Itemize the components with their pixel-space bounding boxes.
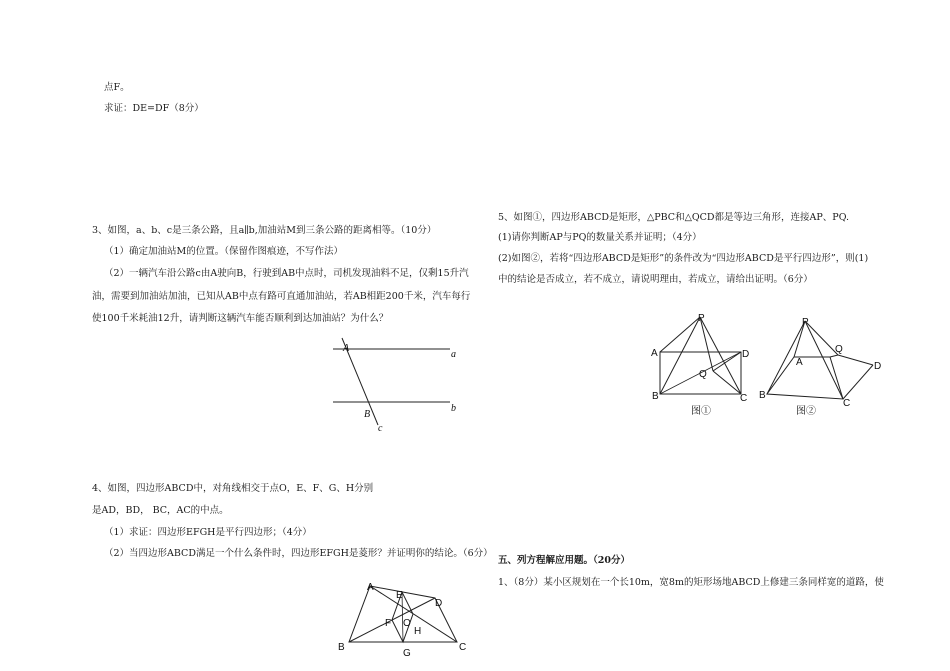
label-A: A <box>343 343 350 354</box>
label-H: H <box>414 626 422 637</box>
label-B: B <box>652 391 659 402</box>
q5-part2-line1: (2)如图②，若将“四边形ABCD是矩形”的条件改为“四边形ABCD是平行四边形”，则(1) <box>498 253 869 264</box>
label-D: D <box>874 361 882 372</box>
q4-part2: （2）当四边形ABCD满足一个什么条件时，四边形EFGH是菱形？并证明你的结论。（6分） <box>104 548 493 559</box>
section5-heading: 五、列方程解应用题。（20分） <box>498 555 630 566</box>
q3-stem: 3、如图，a、b、c是三条公路，且a∥b,加油站M到三条公路的距离相等。（10分） <box>92 225 437 236</box>
q5-figure-2 <box>758 313 888 421</box>
label-Q: Q <box>699 369 707 380</box>
label-A: A <box>367 582 374 593</box>
q5-stem: 5、如图①，四边形ABCD是矩形，△PBC和△QCD都是等边三角形，连接AP、PQ. <box>498 212 850 223</box>
label-c: c <box>378 423 383 434</box>
q3-part1: （1）确定加油站M的位置。（保留作图痕迹，不写作法） <box>104 246 344 257</box>
figure-caption: 图① <box>691 406 711 417</box>
figure-caption: 图② <box>796 406 816 417</box>
label-P: P <box>698 313 705 324</box>
q5-part1: (1)请你判断AP与PQ的数量关系并证明；（4分） <box>498 232 702 243</box>
label-A: A <box>651 348 658 359</box>
label-P: P <box>802 317 809 328</box>
q5-part2-line2: 中的结论是否成立，若不成立，请说明理由，若成立，请给出证明。（6分） <box>498 274 813 285</box>
label-D: D <box>742 349 750 360</box>
label-C: C <box>459 642 467 653</box>
label-G: G <box>403 648 411 659</box>
q5-figure-1 <box>650 313 760 421</box>
q4-part1: （1）求证：四边形EFGH是平行四边形；（4分） <box>104 527 312 538</box>
q3-part2-line3: 使100千米耗油12升，请判断这辆汽车能否顺利到达加油站？为什么？ <box>92 313 389 324</box>
label-C: C <box>843 398 851 409</box>
label-O: O <box>403 618 411 629</box>
q2-tail-line2: 求证：DE=DF（8分） <box>104 103 204 114</box>
label-A: A <box>796 357 803 368</box>
label-F: F <box>385 618 392 629</box>
label-a: a <box>451 349 456 360</box>
label-D: D <box>435 598 443 609</box>
label-B: B <box>759 390 766 401</box>
q4-stem: 4、如图，四边形ABCD中，对角线相交于点O，E、F、G、H分别 <box>92 483 374 494</box>
label-Q: Q <box>835 344 843 355</box>
label-C: C <box>740 393 748 404</box>
q3-part2-line2: 油，需要到加油站加油，已知从AB中点有路可直通加油站，若AB相距200千米，汽车每行 <box>92 291 471 302</box>
label-B: B <box>364 409 371 420</box>
q4-stem2: 是AD，BD， BC，AC的中点。 <box>92 505 229 516</box>
q2-tail-line1: 点F。 <box>104 82 130 93</box>
label-b: b <box>451 403 456 414</box>
q3-figure <box>325 335 465 435</box>
section5-q1: 1、（8分）某小区规划在一个长10m，宽8m的矩形场地ABCD上修建三条同样宽的道路，使 <box>498 577 884 588</box>
q3-part2-line1: （2）一辆汽车沿公路c由A驶向B，行驶到AB中点时，司机发现油料不足，仅剩15升汽 <box>104 268 469 279</box>
label-B: B <box>338 642 345 653</box>
label-E: E <box>396 590 403 601</box>
q4-figure <box>335 582 470 671</box>
